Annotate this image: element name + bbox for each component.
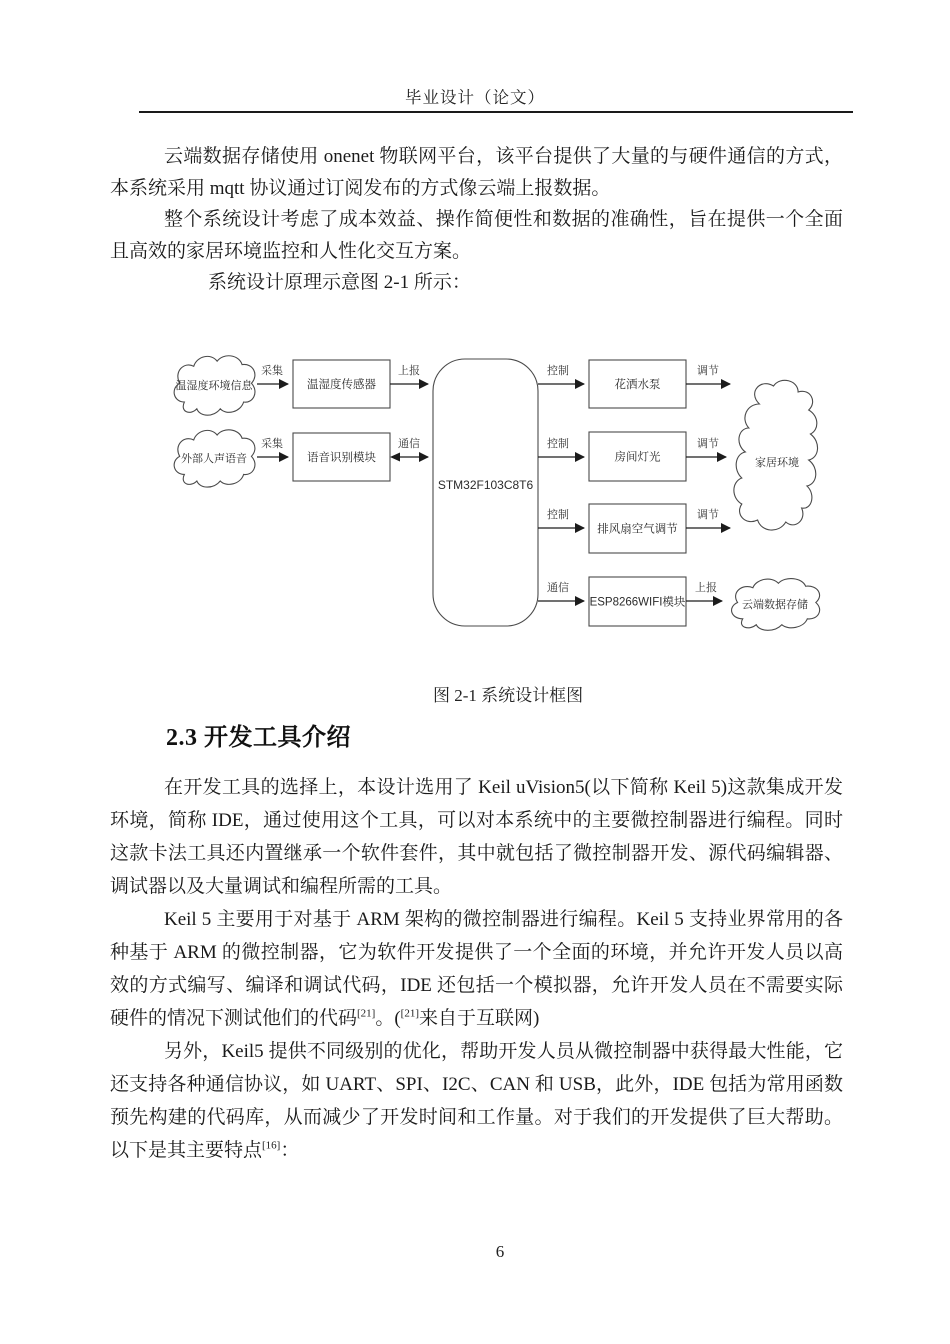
arrow-adjust-2-label: 调节 — [697, 438, 719, 450]
paragraph-cloud-storage: 云端数据存储使用 onenet 物联网平台，该平台提供了大量的与硬件通信的方式，本系统采用 mqtt 协议通过订阅发布的方式像云端上报数据。 — [110, 146, 843, 199]
cloud-home-shape — [734, 380, 818, 530]
intro-paragraphs — [110, 141, 843, 299]
paragraph-keil-optimization-text: 另外，Keil5 提供不同级别的优化，帮助开发人员从微控制器中获得最大性能，它还支持各种通信协议，如 UART、SPI、I2C、CAN 和 USB，此外，IDE 包括为常用函数预先构建的代码库，从而减少了开发时间和工作量。对于我们的开发提供了巨大帮助。以下是其主要特点 — [110, 1041, 843, 1161]
figure-caption: 图 2-1 系统设计框图 — [433, 686, 584, 705]
arrow-comm-1-label: 通信 — [398, 438, 420, 450]
box-fan-label: 排风扇空气调节 — [597, 523, 678, 536]
paragraph-keil-arm-mid: 。( — [375, 1008, 401, 1029]
arrow-collect-1-label: 采集 — [261, 365, 283, 377]
box-wifi-label: ESP8266WIFI模块 — [589, 596, 686, 609]
box-light-label: 房间灯光 — [614, 451, 661, 464]
cloud-env-info-label: 温湿度环境信息 — [175, 380, 253, 392]
arrow-collect-2-label: 采集 — [261, 438, 283, 450]
arrow-report-1-label: 上报 — [398, 365, 420, 377]
box-mcu-label: STM32F103C8T6 — [437, 478, 534, 492]
arrow-comm-2-label: 通信 — [547, 582, 569, 594]
paragraph-figure-reference: 系统设计原理示意图 2-1 所示： — [208, 272, 471, 293]
page-number: 6 — [495, 1242, 505, 1261]
box-voice-module-label: 语音识别模块 — [307, 452, 376, 464]
cloud-home-label: 家居环境 — [755, 457, 799, 469]
paragraph-dev-tools-intro: 在开发工具的选择上，本设计选用了 Keil uVision5(以下简称 Keil 5)这款集成开发环境，简称 IDE，通过使用这个工具，可以对本系统中的主要微控制器进行编程。同时这款卡法工具还内置继承一个软件套件，其中就包括了微控制器开发、源代码编辑器、调试器以及大量调试和编程所需的工具。 — [110, 777, 843, 897]
cloud-voice-label: 外部人声语音 — [181, 453, 247, 465]
paragraph-keil-arm-end: 来自于互联网) — [419, 1008, 540, 1029]
paragraph-keil-optimization-end: ： — [280, 1140, 300, 1161]
arrow-adjust-3-label: 调节 — [697, 509, 719, 521]
dev-tools-paragraphs — [110, 771, 843, 1167]
header-title: 毕业设计（论文） — [405, 88, 545, 107]
arrow-adjust-1-label: 调节 — [697, 365, 719, 377]
cloud-storage-label: 云端数据存储 — [742, 599, 808, 611]
paragraph-keil-arm — [110, 903, 843, 1035]
citation-21: [21] — [357, 1007, 376, 1020]
system-design-diagram — [0, 340, 950, 660]
citation-21-note: [21] — [400, 1007, 419, 1020]
paragraph-keil-arm-text: Keil 5 主要用于对基于 ARM 架构的微控制器进行编程。Keil 5 支持业界常用的各种基于 ARM 的微控制器，它为软件开发提供了一个全面的环境，并允许开发人员以高效的方式编写、编译和调试代码，IDE 还包括一个模拟器，允许开发人员在不需要实际硬件的情况下测试他们的代码 — [110, 909, 843, 1029]
arrow-report-2-label: 上报 — [695, 582, 717, 594]
section-heading: 2.3 开发工具介绍 — [166, 725, 351, 751]
paragraph-design-considerations: 整个系统设计考虑了成本效益、操作简便性和数据的准确性，旨在提供一个全面且高效的家居环境监控和人性化交互方案。 — [110, 209, 843, 262]
arrow-control-2-label: 控制 — [547, 438, 569, 450]
arrow-control-1-label: 控制 — [547, 365, 569, 377]
citation-16: [16] — [262, 1139, 281, 1152]
arrow-comm-1-lefthead — [390, 453, 400, 462]
box-mcu — [433, 359, 538, 626]
arrow-control-3-label: 控制 — [547, 509, 569, 521]
header-rule — [139, 111, 853, 113]
box-pump-label: 花洒水泵 — [614, 379, 661, 391]
box-temp-sensor-label: 温湿度传感器 — [307, 379, 376, 391]
paragraph-keil-optimization — [110, 1035, 843, 1167]
